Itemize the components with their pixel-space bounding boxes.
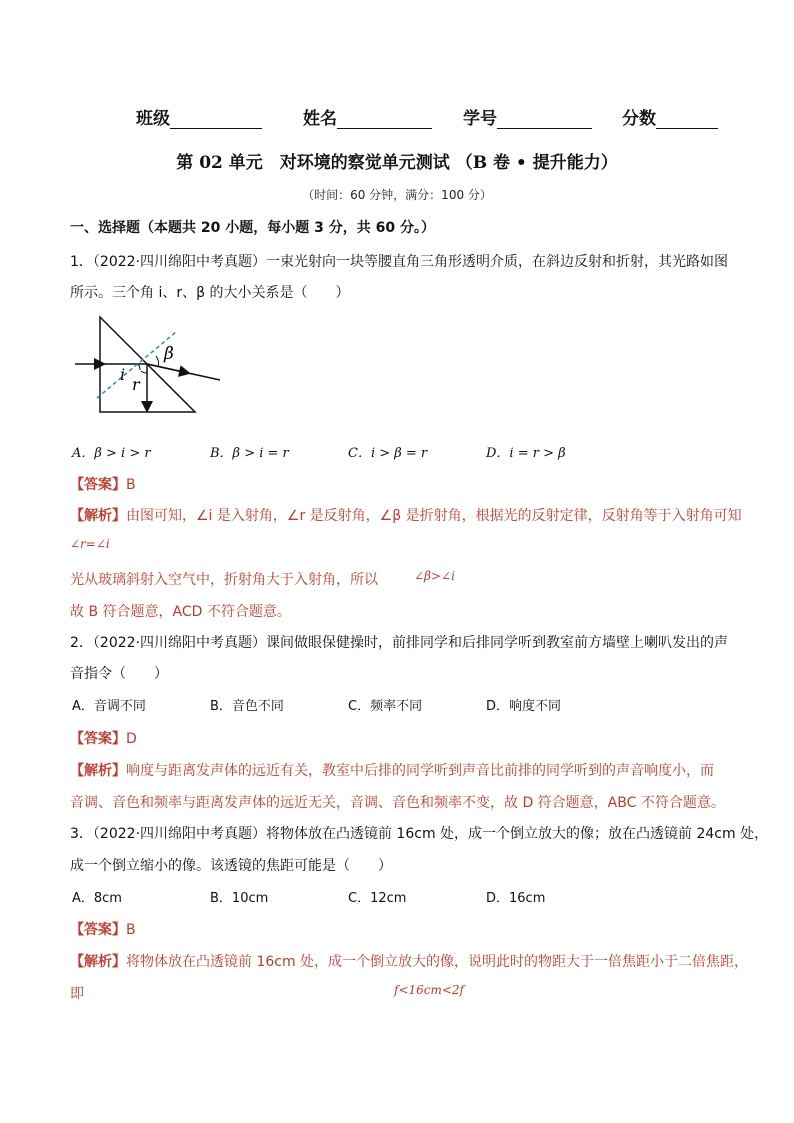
exam-info: （时间：60 分钟，满分：100 分）	[302, 188, 492, 202]
q2-analysis-line2: 音调、音色和频率与距离发声体的远近无关，音调、音色和频率不变，故 D 符合题意，ABC 不符合题意。	[70, 795, 725, 811]
section-heading: 一、选择题（本题共 20 小题，每小题 3 分，共 60 分。）	[70, 220, 435, 236]
q1-analysis-formula: ∠r=∠i	[70, 537, 110, 551]
id-field	[463, 104, 592, 129]
q3-option-c[interactable]: C．12cm	[348, 891, 407, 906]
q2-text-line1: 2．（2022·四川绵阳中考真题）课间做眼保健操时，前排同学和后排同学听到教室前方墙壁上喇叭发出的声	[70, 635, 728, 651]
q3-option-a[interactable]: A．8cm	[72, 891, 122, 906]
q1-text-line2: 所示。三个角 i、r、β 的大小关系是（ ）	[70, 285, 350, 301]
label-beta: β	[164, 344, 174, 364]
q2-option-b[interactable]: B．音色不同	[210, 699, 284, 714]
score-label: 分数	[622, 109, 656, 129]
q3-option-b[interactable]: B．10cm	[210, 891, 269, 906]
q3-text-line1: 3．（2022·四川绵阳中考真题）将物体放在凸透镜前 16cm 处，成一个倒立放大的像；放在凸透镜前 24cm 处，	[70, 826, 769, 842]
q1-option-a[interactable]: A．β > i > r	[72, 446, 151, 461]
q1-option-c[interactable]: C．i > β = r	[348, 446, 428, 461]
q1-option-d[interactable]: D．i = r > β	[486, 446, 566, 461]
q3-analysis-formula: f<16cm<2f	[394, 983, 464, 997]
id-label: 学号	[463, 109, 497, 129]
q2-text-line2: 音指令（ ）	[70, 666, 168, 682]
label-r: r	[132, 375, 140, 394]
q3-answer: 【答案】B	[70, 922, 136, 938]
id-blank[interactable]	[497, 110, 592, 129]
q2-option-a[interactable]: A．音调不同	[72, 699, 146, 714]
q3-text-line2: 成一个倒立缩小的像。该透镜的焦距可能是（ ）	[70, 858, 392, 874]
class-field	[136, 104, 262, 129]
q3-answer-value: B	[126, 922, 136, 938]
q3-analysis-line2: 即	[70, 986, 84, 1002]
q2-option-d[interactable]: D．响度不同	[486, 699, 562, 714]
q1-analysis-line1: 【解析】由图可知，∠i 是入射角，∠r 是反射角，∠β 是折射角，根据光的反射定律，反射角等于入射角可知	[70, 508, 742, 524]
class-label: 班级	[136, 109, 170, 129]
q2-answer: 【答案】D	[70, 731, 137, 747]
label-i: i	[120, 365, 126, 384]
q1-answer: 【答案】B	[70, 477, 136, 493]
q1-text-line1: 1．（2022·四川绵阳中考真题）一束光射向一块等腰直角三角形透明介质，在斜边反射和折射，其光路如图	[70, 254, 728, 270]
score-field	[622, 104, 718, 129]
class-blank[interactable]	[170, 110, 262, 129]
q1-analysis-line3: 光从玻璃斜射入空气中，折射角大于入射角，所以	[70, 572, 378, 588]
angle-i-arc	[138, 364, 140, 370]
prism-diagram	[70, 312, 230, 416]
page-title: 第 02 单元 对环境的察觉单元测试 （B 卷 • 提升能力）	[176, 153, 618, 173]
q1-option-b[interactable]: B．β > i = r	[210, 446, 289, 461]
q2-analysis-line1: 【解析】响度与距离发声体的远近有关，教室中后排的同学听到声音比前排的同学听到的声音响度小，而	[70, 763, 714, 779]
student-info-row	[0, 104, 794, 130]
score-blank[interactable]	[656, 110, 718, 129]
q3-analysis-line1: 【解析】将物体放在凸透镜前 16cm 处，成一个倒立放大的像，说明此时的物距大于一倍焦距小于二倍焦距，	[70, 954, 749, 970]
q1-analysis-line4: 故 B 符合题意，ACD 不符合题意。	[70, 604, 291, 620]
name-field	[303, 104, 432, 129]
q3-option-d[interactable]: D．16cm	[486, 891, 546, 906]
angle-r-arc	[141, 371, 147, 373]
q1-answer-value: B	[126, 477, 136, 493]
q1-analysis-formula2: ∠β>∠i	[414, 569, 455, 583]
q2-option-c[interactable]: C．频率不同	[348, 699, 423, 714]
name-blank[interactable]	[337, 110, 432, 129]
q2-answer-value: D	[126, 731, 137, 747]
name-label: 姓名	[303, 109, 337, 129]
